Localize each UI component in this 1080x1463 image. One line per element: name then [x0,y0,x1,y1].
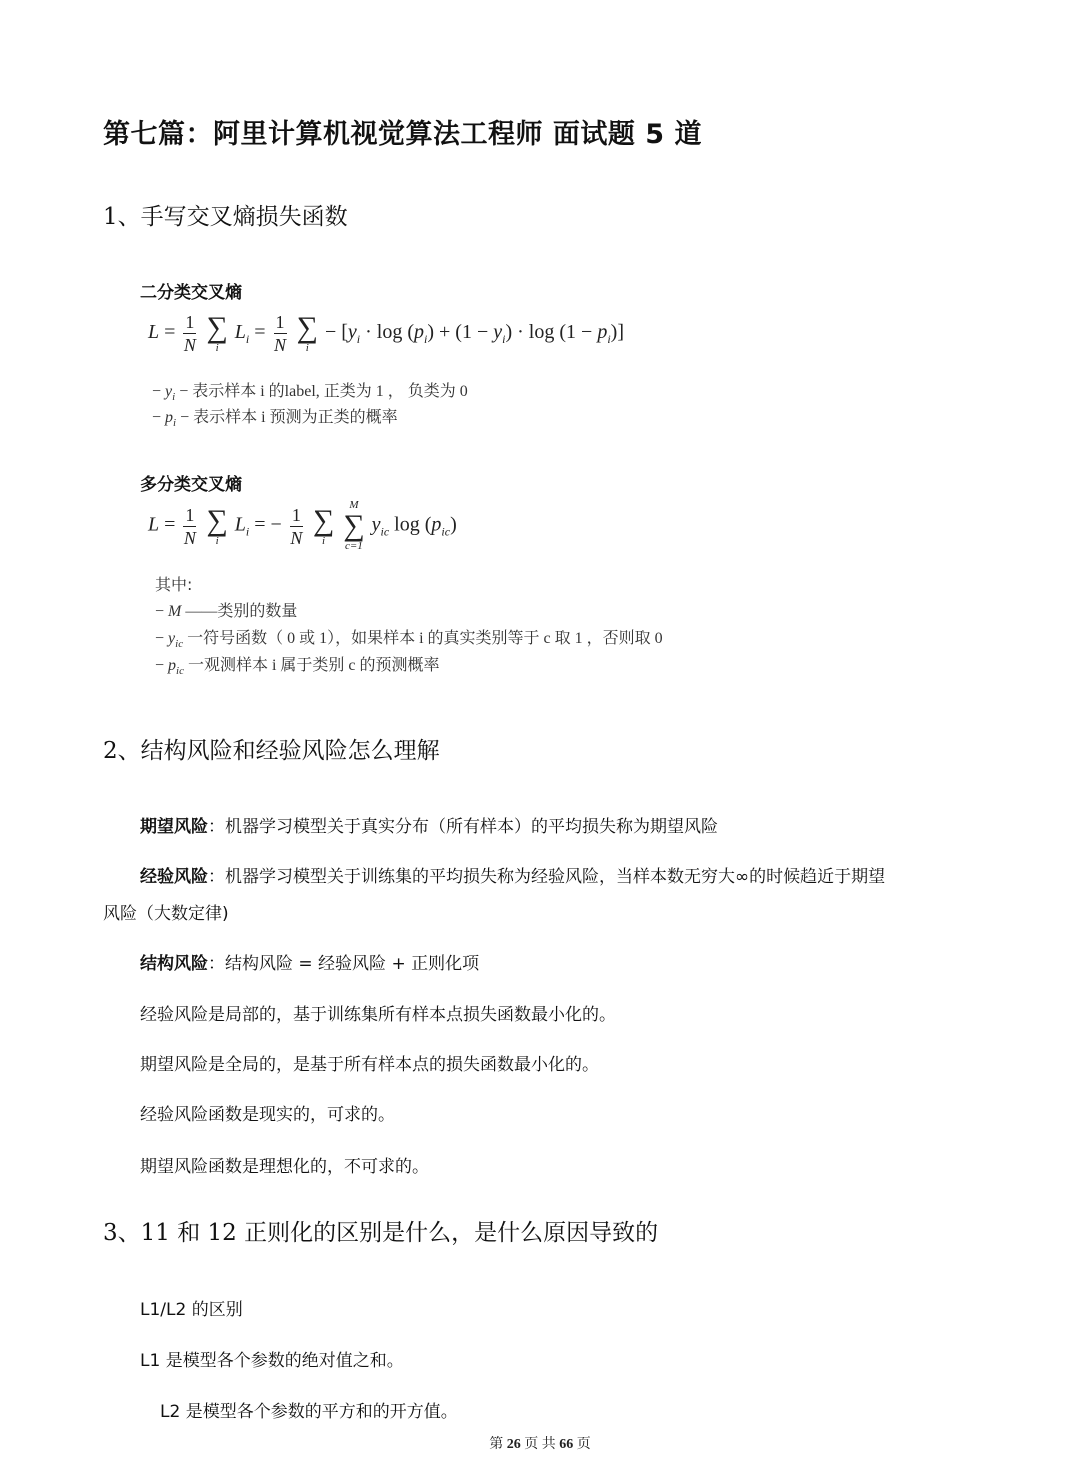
binary-ce-formula: L = $\frac{1}{N}$ ∑ i $L_i$ = $\frac{1}{N}$ ∑ i − $[y_i \cdot \log (p_i) + (1 - y_i) \cdot \log (1 - p_i)]$ [148,311,624,355]
page-footer: 第 26 页 共 66 页 [489,1437,591,1452]
empirical-risk-paragraph-cont: 风险（大数定律) [103,904,229,924]
expected-risk-paragraph: 期望风险：机器学习模型关于真实分布（所有样本）的平均损失称为期望风险 [140,817,718,837]
multi-ce-note-pic: − $p_{ic}$ 一观测样本 i 属于类别 c 的预测概率 [155,657,440,678]
empirical-risk-paragraph: 经验风险：机器学习模型关于训练集的平均损失称为经验风险，当样本数无穷大∞的时候趋近于期望 [140,867,886,887]
current-page-number: 26 [506,1437,521,1452]
binary-ce-note-yi: − $y_i$ − 表示样本 i 的label, 正类为 1 ， 负类为 0 [152,383,468,404]
question-1-heading: 1、手写交叉熵损失函数 [103,204,348,230]
question-3-heading: 3、11 和 12 正则化的区别是什么，是什么原因导致的 [103,1220,659,1246]
l1-l2-diff-paragraph: L1/L2 的区别 [140,1300,243,1320]
question-2-heading: 2、结构风险和经验风险怎么理解 [103,738,440,764]
risk-paragraph-6: 经验风险函数是现实的，可求的。 [140,1105,395,1125]
structural-risk-term: 结构风险 [140,954,208,974]
structural-risk-paragraph: 结构风险：结构风险 = 经验风险 + 正则化项 [140,954,480,974]
multi-ce-formula: L = $\frac{1}{N}$ ∑ i $L_i$ = − $\frac{1}{N}$ ∑ i M ∑ c=1 $y_{ic}$ $\log (p_{ic})$ [148,499,457,552]
risk-paragraph-7: 期望风险函数是理想化的，不可求的。 [140,1157,429,1177]
multi-ce-where: 其中: [155,575,193,594]
expected-risk-term: 期望风险 [140,817,208,837]
binary-ce-note-pi: − $p_i$ − 表示样本 i 预测为正类的概率 [152,409,398,430]
total-page-count: 66 [559,1437,574,1452]
multi-ce-note-yic: − $y_{ic}$ 一符号函数（ 0 或 1），如果样本 i 的真实类别等于 c 取 1 ，否则取 0 [155,630,663,651]
multi-ce-note-m: − M ——类别的数量 [155,603,298,620]
l2-paragraph: L2 是模型各个参数的平方和的开方值。 [160,1402,458,1422]
l1-paragraph: L1 是模型各个参数的绝对值之和。 [140,1351,404,1371]
multi-ce-label: 多分类交叉熵 [140,475,242,495]
binary-ce-label: 二分类交叉熵 [140,283,242,303]
risk-paragraph-5: 期望风险是全局的，是基于所有样本点的损失函数最小化的。 [140,1055,599,1075]
risk-paragraph-4: 经验风险是局部的，基于训练集所有样本点损失函数最小化的。 [140,1005,616,1025]
page-title: 第七篇：阿里计算机视觉算法工程师 面试题 5 道 [103,119,702,150]
empirical-risk-term: 经验风险 [140,867,208,887]
